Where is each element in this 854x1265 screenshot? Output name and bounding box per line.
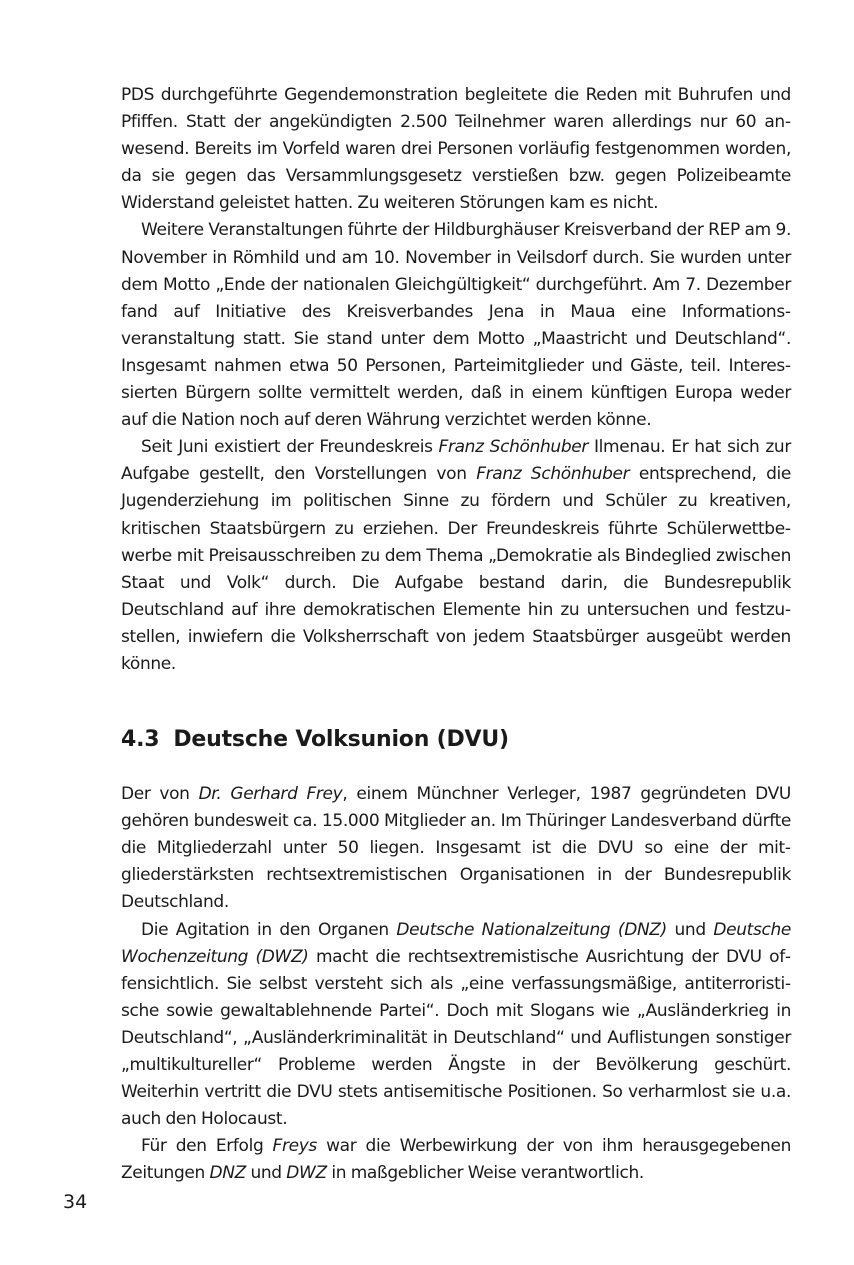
text-run: und [666,919,714,940]
text-run: Die Agitation in den Organen [141,919,397,940]
italic-text: Franz Schönhuber [438,437,589,458]
text-run: in maßgeblicher Weise verantwortlich. [326,1163,644,1184]
section-title: Deutsche Volksunion (DVU) [173,727,509,753]
text-run: Der von [121,784,199,805]
section-heading [121,725,791,755]
text-run: entsprechend, die Jugenderziehung im politischen Sinne zu fördern und Schüler zu kreativen, kritischen Staatsbürgern zu erziehen. Der Freundeskreis führte Schülerwettbewerbe mit Preisausschreiben zu dem Thema „Demokratie als Bindeglied zwischen Staat und Volk“ durch. Die Aufgabe bestand darin, die Bundesrepublik Deutschland auf ihre demokratischen Elemente hin zu untersuchen und festzustellen, inwiefern die Volksherrschaft von jedem Staatsbürger ausgeübt werden könne. [121,464,791,674]
text-run: Ilmenau. Er hat sich zur Aufgabe gestellt, den Vorstellungen von [121,437,791,485]
body-text-after-section [121,781,791,1187]
italic-text: Deutsche Wochenzeitung (DWZ) [121,919,791,967]
italic-text: Franz Schönhuber [476,464,630,485]
section-number: 4.3 [121,727,160,753]
italic-text: Freys [272,1136,317,1157]
italic-text: Dr. Gerhard Frey [198,784,343,805]
italic-text: Deutsche Nationalzeitung (DNZ) [396,919,667,940]
text-run: , einem Münchner Verleger, 1987 gegründeten DVU gehören bundesweit ca. 15.000 Mitglieder an. Im Thüringer Landesverband dürfte die Mitgliederzahl unter 50 liegen. Insgesamt ist die DVU so eine der mitgliederstärksten rechtsextremistischen Organisationen in der Bundesrepublik Deutschland. [121,784,791,913]
document-page [121,82,791,1187]
paragraph [121,82,791,217]
paragraph [121,434,791,678]
text-run: Weitere Veranstaltungen führte der Hildburghäuser Kreisverband der REP am 9. November in Römhild und am 10. November in Veilsdorf durch. Sie wurden unter dem Motto „Ende der nationalen Gleichgültigkeit“ durchgeführt. Am 7. Dezember fand auf Initiative des Kreisverbandes Jena in Maua eine Informationsveranstaltung statt. Sie stand unter dem Motto „Maastricht und Deutschland“. Insgesamt nahmen etwa 50 Personen, Parteimitglieder und Gäste, teil. Interessierten Bürgern sollte vermittelt werden, daß in einem künftigen Europa weder auf die Nation noch auf deren Währung verzichtet werden könne. [121,220,791,431]
text-run: PDS durchgeführte Gegendemonstration begleitete die Reden mit Buhrufen und Pfiffen. Statt der angekündigten 2.500 Teilnehmer waren allerdings nur 60 anwesend. Bereits im Vorfeld waren drei Personen vorläufig festgenommen worden, da sie gegen das Versammlungsgesetz verstießen bzw. gegen Polizeibeamte Widerstand geleistet hatten. Zu weiteren Störungen kam es nicht. [121,85,791,214]
italic-text: DNZ [209,1163,246,1184]
paragraph [121,1133,791,1187]
text-run: Für den Erfolg [141,1136,273,1157]
text-run: Seit Juni existiert der Freundeskreis [141,437,439,458]
italic-text: DWZ [286,1163,327,1184]
paragraph [121,217,791,434]
text-run: und [245,1163,287,1184]
spacer [121,678,791,725]
spacer [121,755,791,781]
page-number: 34 [63,1191,88,1213]
body-text-before-section [121,82,791,678]
text-run: macht die rechtsextremistische Ausrichtung der DVU offensichtlich. Sie selbst versteht sich als „eine verfassungsmäßige, antiterroristische sowie gewaltablehnende Partei“. Doch mit Slogans wie „Ausländerkrieg in Deutschland“, „Ausländerkriminalität in Deutschland“ und Auflistungen sonstiger „multikultureller“ Probleme werden Ängste in der Bevölkerung geschürt. Weiterhin vertritt die DVU stets antisemitische Positionen. So verharmlost sie u.a. auch den Holocaust. [121,946,791,1130]
paragraph [121,917,791,1134]
text-run: war die Werbewirkung der von ihm herausgegebenen Zeitungen [121,1136,791,1184]
paragraph [121,781,791,916]
